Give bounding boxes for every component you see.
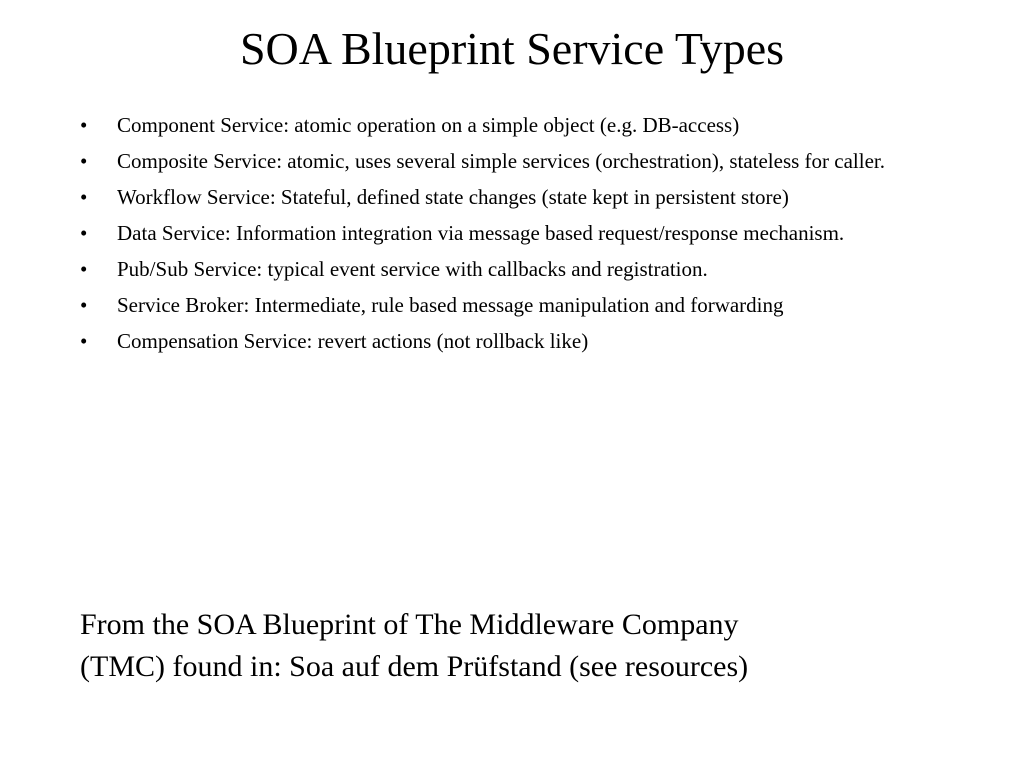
- source-note: [80, 604, 960, 688]
- bullet-text: Composite Service: atomic, uses several simple services (orchestration), stateless for caller.: [117, 149, 886, 173]
- bullet-item-pubsub-service: [80, 254, 900, 284]
- bullet-text: Compensation Service: revert actions (not rollback like): [117, 329, 589, 353]
- bullet-icon: •: [80, 113, 88, 137]
- bullet-icon: •: [80, 149, 88, 173]
- bullet-text: Service Broker: Intermediate, rule based message manipulation and forwarding: [117, 293, 784, 317]
- bullet-list: [80, 110, 900, 362]
- source-note-line: (TMC) found in: Soa auf dem Prüfstand (see resources): [80, 650, 749, 683]
- bullet-item-compensation-service: [80, 326, 900, 356]
- bullet-text: Workflow Service: Stateful, defined state changes (state kept in persistent store): [117, 185, 789, 209]
- bullet-item-workflow-service: [80, 182, 900, 212]
- bullet-text: Component Service: atomic operation on a simple object (e.g. DB-access): [117, 113, 740, 137]
- slide-title: SOA Blueprint Service Types: [239, 23, 785, 74]
- bullet-item-composite-service: [80, 146, 900, 176]
- bullet-icon: •: [80, 257, 88, 281]
- bullet-text: Pub/Sub Service: typical event service with callbacks and registration.: [117, 257, 708, 281]
- bullet-item-component-service: [80, 110, 900, 140]
- bullet-text: Data Service: Information integration via message based request/response mechanism.: [117, 221, 845, 245]
- bullet-item-service-broker: [80, 290, 900, 320]
- bullet-icon: •: [80, 329, 88, 353]
- bullet-icon: •: [80, 221, 88, 245]
- bullet-icon: •: [80, 293, 88, 317]
- bullet-icon: •: [80, 185, 88, 209]
- source-note-line: From the SOA Blueprint of The Middleware Company: [80, 608, 739, 641]
- bullet-item-data-service: [80, 218, 900, 248]
